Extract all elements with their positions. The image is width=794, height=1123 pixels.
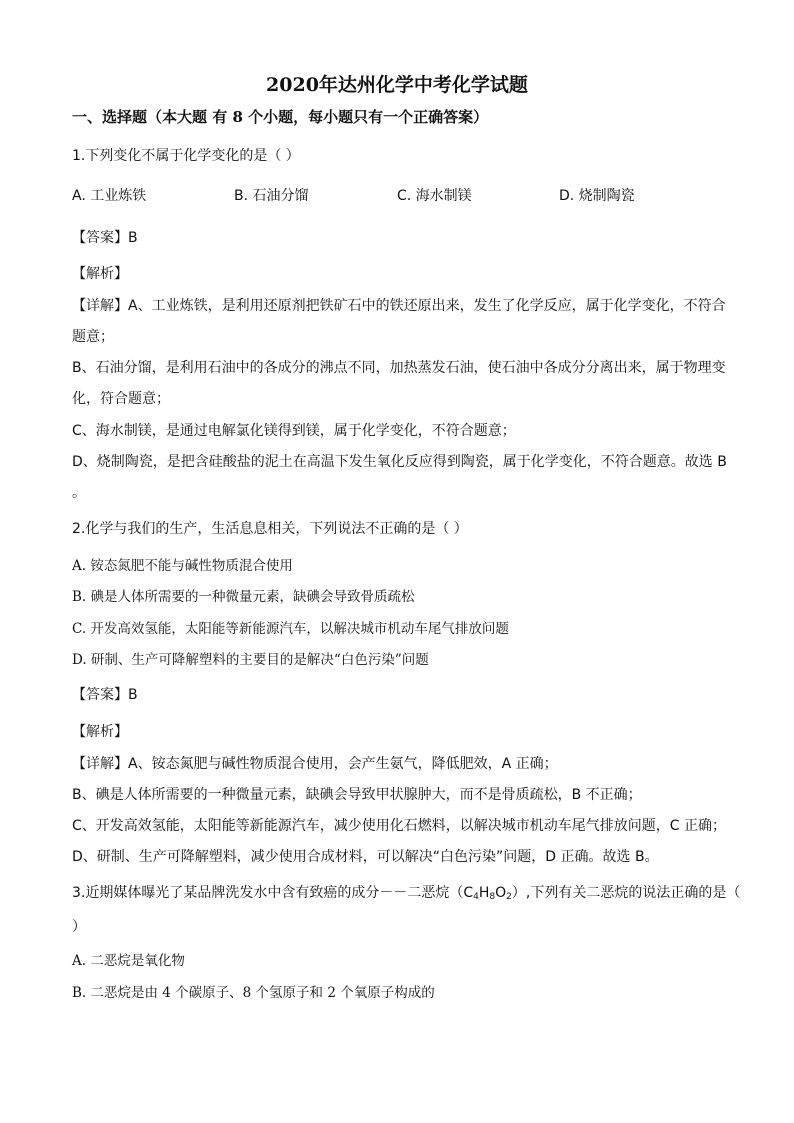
question-1-analysis-label: 【解析】 (72, 266, 128, 282)
formula-element: O (495, 885, 507, 901)
question-2-detail-line: B、碘是人体所需要的一种微量元素，缺碘会导致甲状腺肿大，而不是骨质疏松，B 不正确； (72, 787, 642, 803)
question-1-detail-line: 。 (72, 485, 86, 501)
question-1-option-a: A. 工业炼铁 (72, 188, 147, 204)
question-2-option-c: C. 开发高效氢能，太阳能等新能源汽车，以解决城市机动车尾气排放问题 (72, 621, 509, 637)
formula-element: H (478, 885, 490, 901)
question-2-option-b: B. 碘是人体所需要的一种微量元素，缺碘会导致骨质疏松 (72, 589, 415, 605)
question-1-detail-line: 题意； (72, 329, 114, 345)
question-3-option-b: B. 二恶烷是由 4 个碳原子、8 个氢原子和 2 个氧原子构成的 (72, 985, 435, 1001)
question-2-detail-line: 【详解】A、铵态氮肥与碱性物质混合使用，会产生氨气，降低肥效，A 正确； (72, 756, 558, 772)
question-1-detail-line: B、石油分馏，是利用石油中的各成分的沸点不同，加热蒸发石油，使石油中各成分分离出来，属于物理变 (72, 360, 726, 376)
question-2-detail-line: C、开发高效氢能，太阳能等新能源汽车，减少使用化石燃料，以解决城市机动车尾气排放问题，C 正确； (72, 818, 726, 834)
question-1-option-c: C. 海水制镁 (397, 188, 472, 204)
question-2-stem: 2.化学与我们的生产，生活息息相关，下列说法不正确的是（ ） (72, 521, 468, 537)
question-2-analysis-label: 【解析】 (72, 724, 128, 740)
question-1-detail-line: 化，符合题意； (72, 391, 170, 407)
formula-subscript: 4 (473, 892, 479, 902)
question-1-detail-line: 【详解】A、工业炼铁，是利用还原剂把铁矿石中的铁还原出来，发生了化学反应，属于化学变化，不符合 (72, 298, 726, 314)
question-1-answer: 【答案】B (72, 230, 138, 246)
question-2-answer: 【答案】B (72, 687, 138, 703)
question-3-stem-text: 3.近期媒体曝光了某品牌洗发水中含有致癌的成分－－二恶烷（C (72, 885, 474, 901)
question-2-option-d: D. 研制、生产可降解塑料的主要目的是解决“白色污染”问题 (72, 652, 429, 668)
question-3-option-a: A. 二恶烷是氧化物 (72, 953, 185, 969)
question-1-detail-line: D、烧制陶瓷，是把含硅酸盐的泥土在高温下发生氧化反应得到陶瓷，属于化学变化，不符合题意。故选 B (72, 454, 727, 470)
question-3-stem (72, 884, 740, 906)
question-1-option-b: B. 石油分馏 (234, 188, 309, 204)
question-3-stem-text: ）,下列有关二恶烷的说法正确的是（ (511, 885, 741, 901)
section-heading: 一、选择题（本大题 有 8 个小题，每小题只有一个正确答案） (72, 108, 489, 126)
question-2-detail-line: D、研制、生产可降解塑料，减少使用合成材料，可以解决“白色污染”问题，D 正确。故选 B。 (72, 849, 659, 865)
question-1-detail-line: C、海水制镁，是通过电解氯化镁得到镁，属于化学变化，不符合题意； (72, 423, 516, 439)
question-3-stem-continued: ） (72, 919, 86, 935)
question-1-stem: 1.下列变化不属于化学变化的是（ ） (72, 148, 300, 164)
question-2-option-a: A. 铵态氮肥不能与碱性物质混合使用 (72, 558, 293, 574)
formula-subscript: 2 (506, 892, 512, 902)
document-title: 2020年达州化学中考化学试题 (266, 74, 528, 96)
formula-subscript: 8 (489, 892, 496, 902)
question-1-option-d: D. 烧制陶瓷 (559, 188, 635, 204)
